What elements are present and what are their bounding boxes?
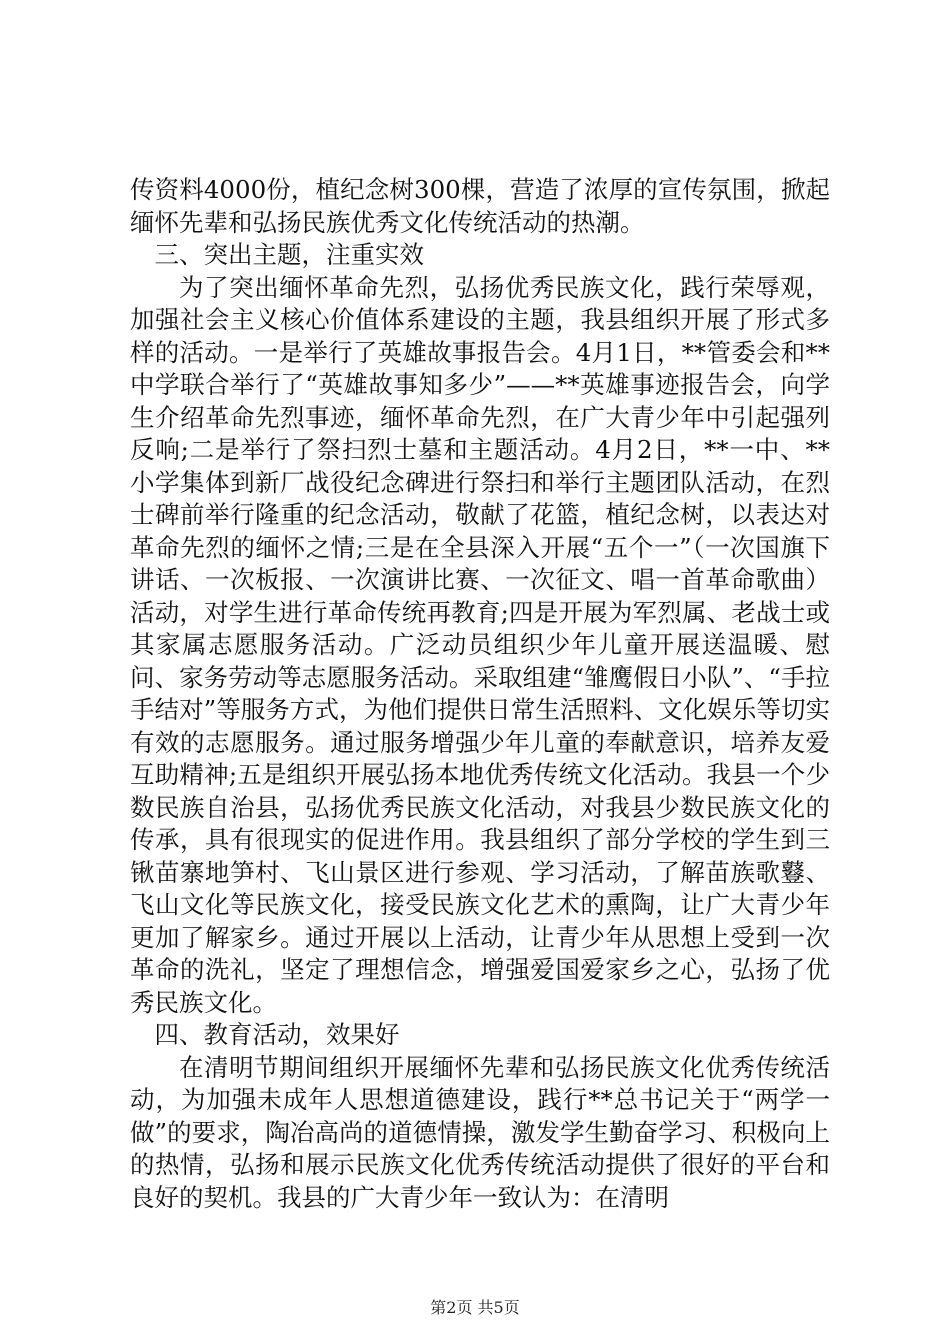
paragraph-activities: 为了突出缅怀革命先烈，弘扬优秀民族文化，践行荣辱观，加强社会主义核心价值体系建设的主题，我县组织开展了形式多样的活动。一是举行了英雄故事报告会。4月1日，**管委会和**中学联合举行了“英雄故事知多少”——**英雄事迹报告会，向学生介绍革命先烈事迹，缅怀革命先烈，在广大青少年中引起强列反响;二是举行了祭扫烈士墓和主题活动。4月2日，**一中、**小学集体到新厂战役纪念碑进行祭扫和举行主题团队活动，在烈士碑前举行隆重的纪念活动，敬献了花篮，植纪念树，以表达对革命先烈的缅怀之情;三是在全县深入开展“五个一”（一次国旗下讲话、一次板报、一次演讲比赛、一次征文、唱一首革命歌曲）活动，对学生进行革命传统再教育;四是开展为军烈属、老战士或其家属志愿服务活动。广泛动员组织少年儿童开展送温暖、慰问、家务劳动等志愿服务活动。采取组建“雏鹰假日小队”、“手拉手结对”等服务方式，为他们提供日常生活照料、文化娱乐等切实有效的志愿服务。通过服务增强少年儿童的奉献意识，培养友爱互助精神;五是组织开展弘扬本地优秀传统文化活动。我县一个少数民族自治县，弘扬优秀民族文化活动，对我县少数民族文化的传承，具有很现实的促进作用。我县组织了部分学校的学生到三锹苗寨地笋村、飞山景区进行参观、学习活动，了解苗族歌鼟、飞山文化等民族文化，接受民族文化艺术的熏陶，让广大青少年更加了解家乡。通过开展以上活动，让青少年从思想上受到一次革命的洗礼，坚定了理想信念，增强爱国爱家乡之心，弘扬了优秀民族文化。 [130,272,830,1017]
paragraph-education: 在清明节期间组织开展缅怀先辈和弘扬民族文化优秀传统活动，为加强未成年人思想道德建设，践行**总书记关于“两学一做”的要求，陶冶高尚的道德情操，激发学生勤奋学习、积极向上的热情，弘扬和展示民族文化优秀传统活动提供了很好的平台和良好的契机。我县的广大青少年一致认为：在清明 [130,1052,830,1212]
document-body [130,174,830,1214]
page-number-footer: 第2页 共5页 [430,1298,520,1317]
section-heading-4: 四、教育活动，效果好 [154,1020,400,1049]
paragraph-continuation: 传资料4000份，植纪念树300棵，营造了浓厚的宣传氛围，掀起缅怀先辈和弘扬民族优秀文化传统活动的热潮。 [130,175,830,237]
section-heading-3: 三、突出主题，注重实效 [154,240,424,269]
